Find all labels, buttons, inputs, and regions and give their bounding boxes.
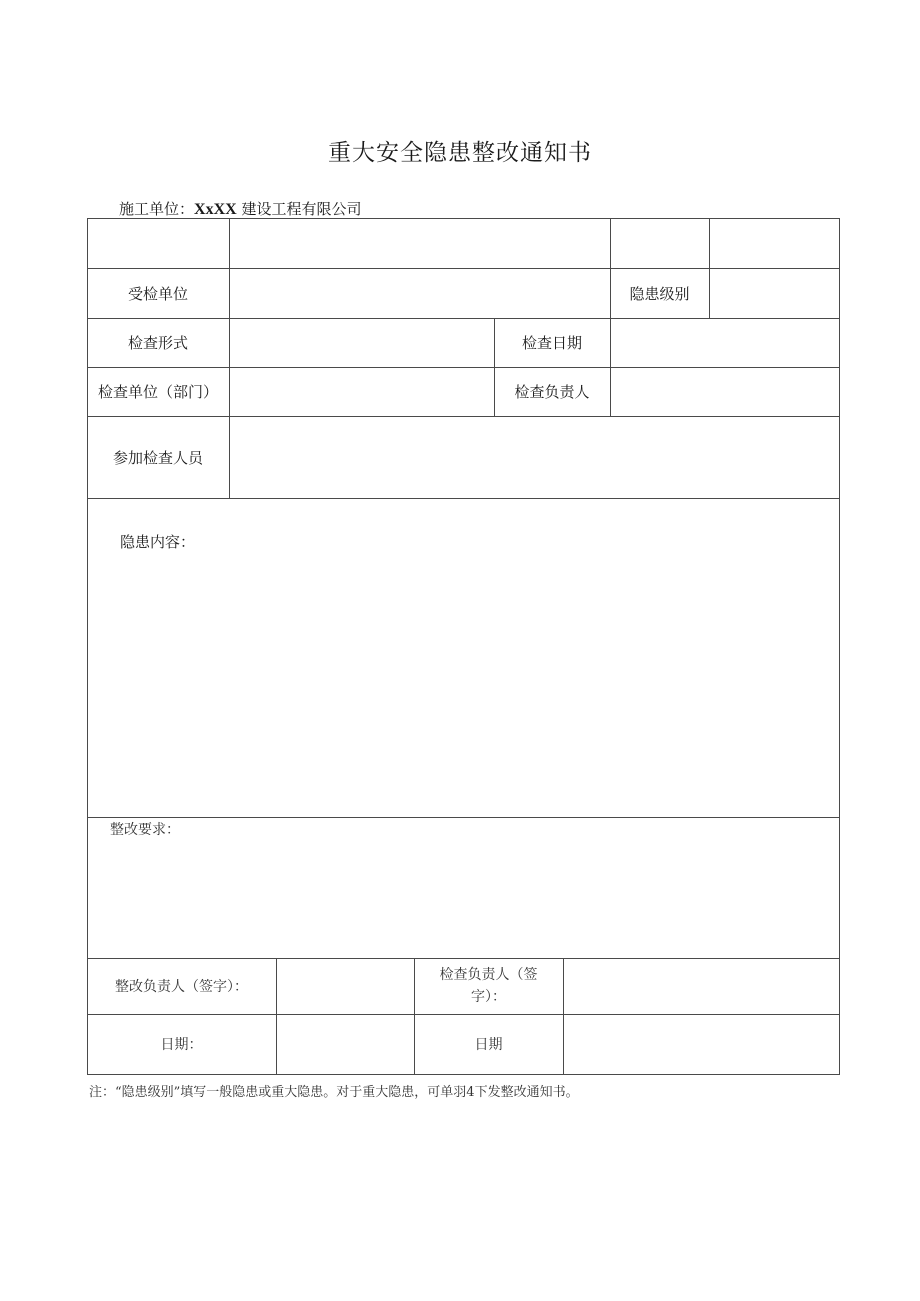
inspection-dept-label: 检查单位（部门） bbox=[97, 383, 218, 401]
table-border-right bbox=[839, 218, 840, 1075]
notice-form-table bbox=[87, 218, 840, 1075]
column-divider bbox=[709, 218, 710, 319]
column-divider bbox=[276, 958, 277, 1075]
hazard-level-label: 隐患级别 bbox=[629, 284, 690, 303]
hazard-content-label: 隐患内容： bbox=[120, 532, 196, 551]
table-border-bottom bbox=[87, 1074, 840, 1075]
inspection-form-label: 检查形式 bbox=[127, 334, 188, 352]
inspect-signer-label-line2: 字）： bbox=[471, 989, 506, 1005]
table-row-divider bbox=[87, 498, 840, 499]
inspect-signer-label-line1: 检查负责人（签 bbox=[439, 967, 538, 983]
rectify-requirements-label: 整改要求： bbox=[110, 822, 180, 838]
inspect-signer-label bbox=[414, 958, 563, 1014]
construction-unit-label: 施工单位： bbox=[119, 200, 195, 218]
inspection-date-label: 检查日期 bbox=[521, 334, 582, 352]
construction-unit-line bbox=[119, 198, 361, 219]
date-left-label: 日期： bbox=[160, 1037, 203, 1053]
company-name-suffix: 建设工程有限公司 bbox=[241, 200, 362, 218]
table-row-divider bbox=[87, 817, 840, 818]
column-divider bbox=[563, 958, 564, 1075]
footnote: 注：“隐患级别”填写一般隐患或重大隐患。对于重大隐患，可单羽4下发整改通知书。 bbox=[89, 1085, 579, 1100]
column-divider bbox=[610, 318, 611, 417]
participants-label: 参加检查人员 bbox=[112, 448, 203, 467]
company-name-prefix: XxXX bbox=[194, 201, 237, 218]
date-right-label: 日期 bbox=[474, 1037, 503, 1053]
table-border-top bbox=[87, 218, 840, 219]
inspected-unit-label: 受检单位 bbox=[127, 284, 188, 303]
inspection-lead-label: 检查负责人 bbox=[514, 383, 590, 401]
column-divider bbox=[229, 218, 230, 499]
document-title: 重大安全隐患整改通知书 bbox=[328, 140, 592, 166]
rectify-signer-label: 整改负责人（签字）： bbox=[115, 979, 248, 995]
